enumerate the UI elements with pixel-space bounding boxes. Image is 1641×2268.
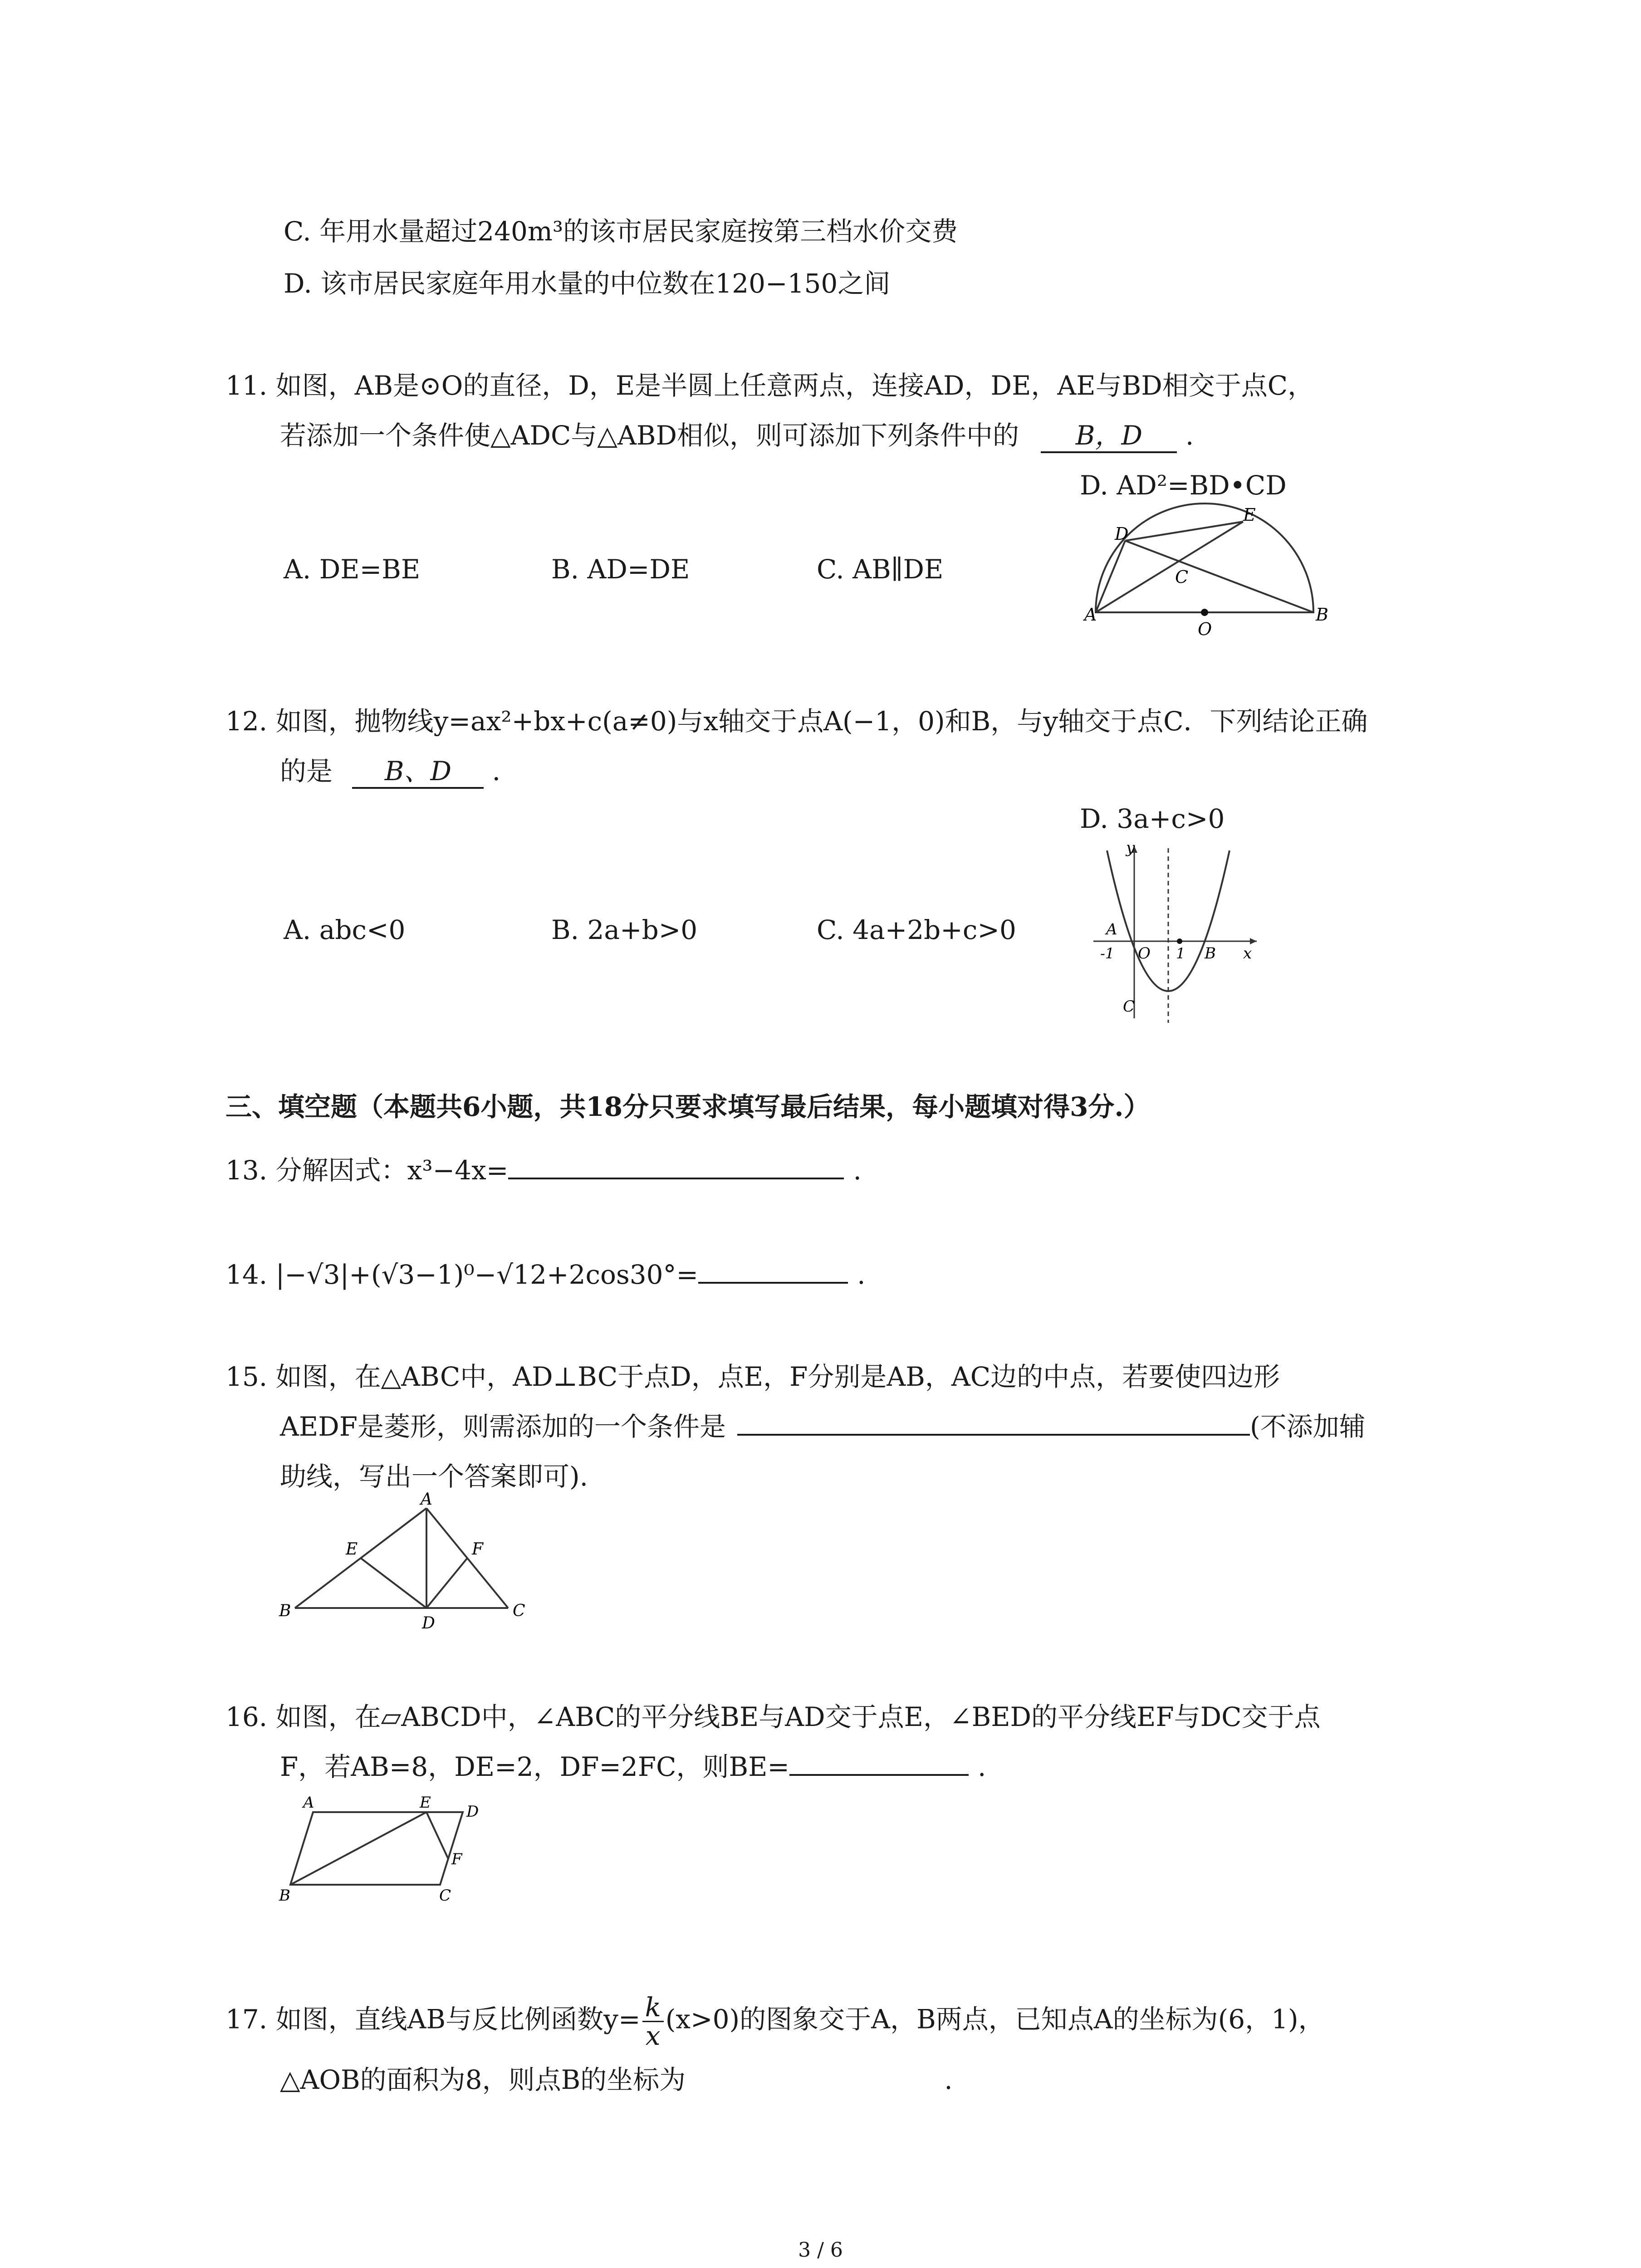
q15-triangle-figure (272, 1490, 535, 1640)
q16-stem-line2 (280, 1749, 986, 1785)
label-o: O (1138, 944, 1151, 963)
q11-option-d: D. AD²=BD•CD (1080, 470, 1287, 501)
label-f: F (472, 1540, 483, 1559)
q16-text: F，若AB=8，DE=2，DF=2FC，则BE= (280, 1751, 790, 1782)
q17-fraction-numerator: k (642, 1994, 664, 2022)
label-e: E (420, 1794, 431, 1812)
label-a: A (303, 1794, 314, 1812)
q16-end: . (978, 1751, 986, 1782)
q11-option-a: A. DE=BE (284, 554, 421, 585)
q15-text-b: (不添加辅 (1249, 1411, 1366, 1442)
segment-de (1125, 522, 1243, 541)
label-b: B (1205, 944, 1216, 963)
q12-stem-line2 (280, 753, 519, 789)
q10-option-c: C. 年用水量超过240m³的该市居民家庭按第三档水价交费 (284, 216, 958, 247)
q17-stem-line1 (225, 1994, 1325, 2049)
label-c: C (513, 1602, 525, 1620)
q12-end: ． (492, 756, 519, 787)
q14-answer-blank (698, 1282, 848, 1284)
q11-end: . (1185, 420, 1194, 451)
q13-answer-blank (508, 1178, 844, 1179)
q12-option-a: A. abc<0 (284, 914, 406, 945)
q16-stem-line1: 16. 如图，在▱ABCD中，∠ABC的平分线BE与AD交于点E，∠BED的平分线EF与DC交于点 (225, 1701, 1321, 1732)
q12-option-c: C. 4a+2b+c>0 (817, 914, 1016, 945)
x-axis-arrow (1250, 938, 1257, 944)
label-b: B (1316, 605, 1328, 625)
point-one (1177, 938, 1182, 944)
label-x: x (1243, 944, 1252, 963)
q15-stem-line3: 助线，写出一个答案即可). (280, 1461, 588, 1492)
q11-option-b: B. AD=DE (551, 554, 690, 585)
parallelogram-abcd (290, 1812, 463, 1885)
q12-stem-line1: 12. 如图，抛物线y=ax²+bx+c(a≠0)与x轴交于点A(−1，0)和B，与y轴交于点C．下列结论正确 (225, 706, 1368, 737)
label-c: C (1175, 567, 1189, 587)
q13-end: . (853, 1155, 862, 1186)
label-c: C (439, 1887, 451, 1905)
parabola-curve (1107, 850, 1230, 991)
q17-end: . (944, 2064, 953, 2095)
q15-text-a: AEDF是菱形，则需添加的一个条件是 (280, 1411, 726, 1442)
q14-end: . (857, 1259, 866, 1290)
q17-text-a: 17. 如图，直线AB与反比例函数y= (225, 2004, 641, 2035)
segment-fd (426, 1558, 467, 1608)
q12-parabola-figure (1089, 837, 1279, 1027)
q11-semicircle-figure (1082, 505, 1328, 640)
q12-answer: B、D (352, 755, 484, 789)
label-e: E (346, 1540, 358, 1559)
label-b: B (279, 1602, 291, 1620)
label-a: A (421, 1490, 432, 1509)
segment-ad (1096, 541, 1125, 612)
label-b: B (279, 1887, 290, 1905)
label-o: O (1198, 619, 1212, 639)
q17-text-b: (x>0)的图象交于A，B两点，已知点A的坐标为(6，1)， (665, 2004, 1325, 2035)
label-f: F (451, 1850, 462, 1868)
segment-ef (426, 1812, 448, 1859)
q13-text: 13. 分解因式：x³−4x= (225, 1155, 509, 1186)
label-d: D (1115, 524, 1129, 544)
q11-answer: B，D (1041, 420, 1177, 453)
label-y: y (1126, 839, 1135, 857)
q13-line (225, 1152, 862, 1188)
q14-text: 14. |−√3|+(√3−1)⁰−√12+2cos30°= (225, 1259, 699, 1290)
label-a: A (1106, 920, 1117, 938)
q16-answer-blank (789, 1774, 969, 1776)
q11-option-c: C. AB∥DE (817, 554, 944, 585)
page-number: 3 / 6 (798, 2239, 843, 2262)
label-d: D (466, 1803, 479, 1821)
q11-stem-text: 若添加一个条件使△ADC与△ABD相似，则可添加下列条件中的 (280, 420, 1019, 451)
semicircle-outline (1096, 503, 1313, 612)
q10-option-d: D. 该市居民家庭年用水量的中位数在120−150之间 (284, 268, 891, 299)
label-one: 1 (1176, 945, 1185, 962)
q17-fraction-denominator: x (645, 2020, 661, 2051)
label-d: D (422, 1614, 435, 1633)
label-c: C (1123, 997, 1135, 1016)
q15-stem-line2 (280, 1408, 1366, 1445)
q17-text: △AOB的面积为8，则点B的坐标为 (280, 2064, 686, 2095)
q15-answer-blank (737, 1434, 1250, 1436)
section-3-heading: 三、填空题（本题共6小题，共18分只要求填写最后结果，每小题填对得3分.） (225, 1091, 1150, 1122)
q14-line (225, 1256, 866, 1293)
label-e: E (1243, 505, 1256, 525)
q17-stem-line2 (280, 2062, 953, 2098)
segment-ed (361, 1558, 426, 1608)
q16-parallelogram-figure (272, 1787, 490, 1914)
q12-option-d: D. 3a+c>0 (1080, 803, 1225, 834)
center-point-o (1201, 609, 1208, 616)
q12-stem-text: 的是 (280, 756, 333, 787)
q11-stem-line2 (280, 417, 1194, 454)
label-a: A (1084, 605, 1097, 625)
segment-be (290, 1812, 426, 1885)
label-neg-one: -1 (1100, 945, 1115, 962)
q12-option-b: B. 2a+b>0 (551, 914, 698, 945)
q11-stem-line1: 11. 如图，AB是⊙O的直径，D，E是半圆上任意两点，连接AD，DE，AE与BD相交于点C， (225, 370, 1314, 401)
q15-stem-line1: 15. 如图，在△ABC中，AD⊥BC于点D，点E，F分别是AB，AC边的中点，若要使四边形 (225, 1361, 1280, 1392)
q17-fraction (642, 1994, 664, 2049)
